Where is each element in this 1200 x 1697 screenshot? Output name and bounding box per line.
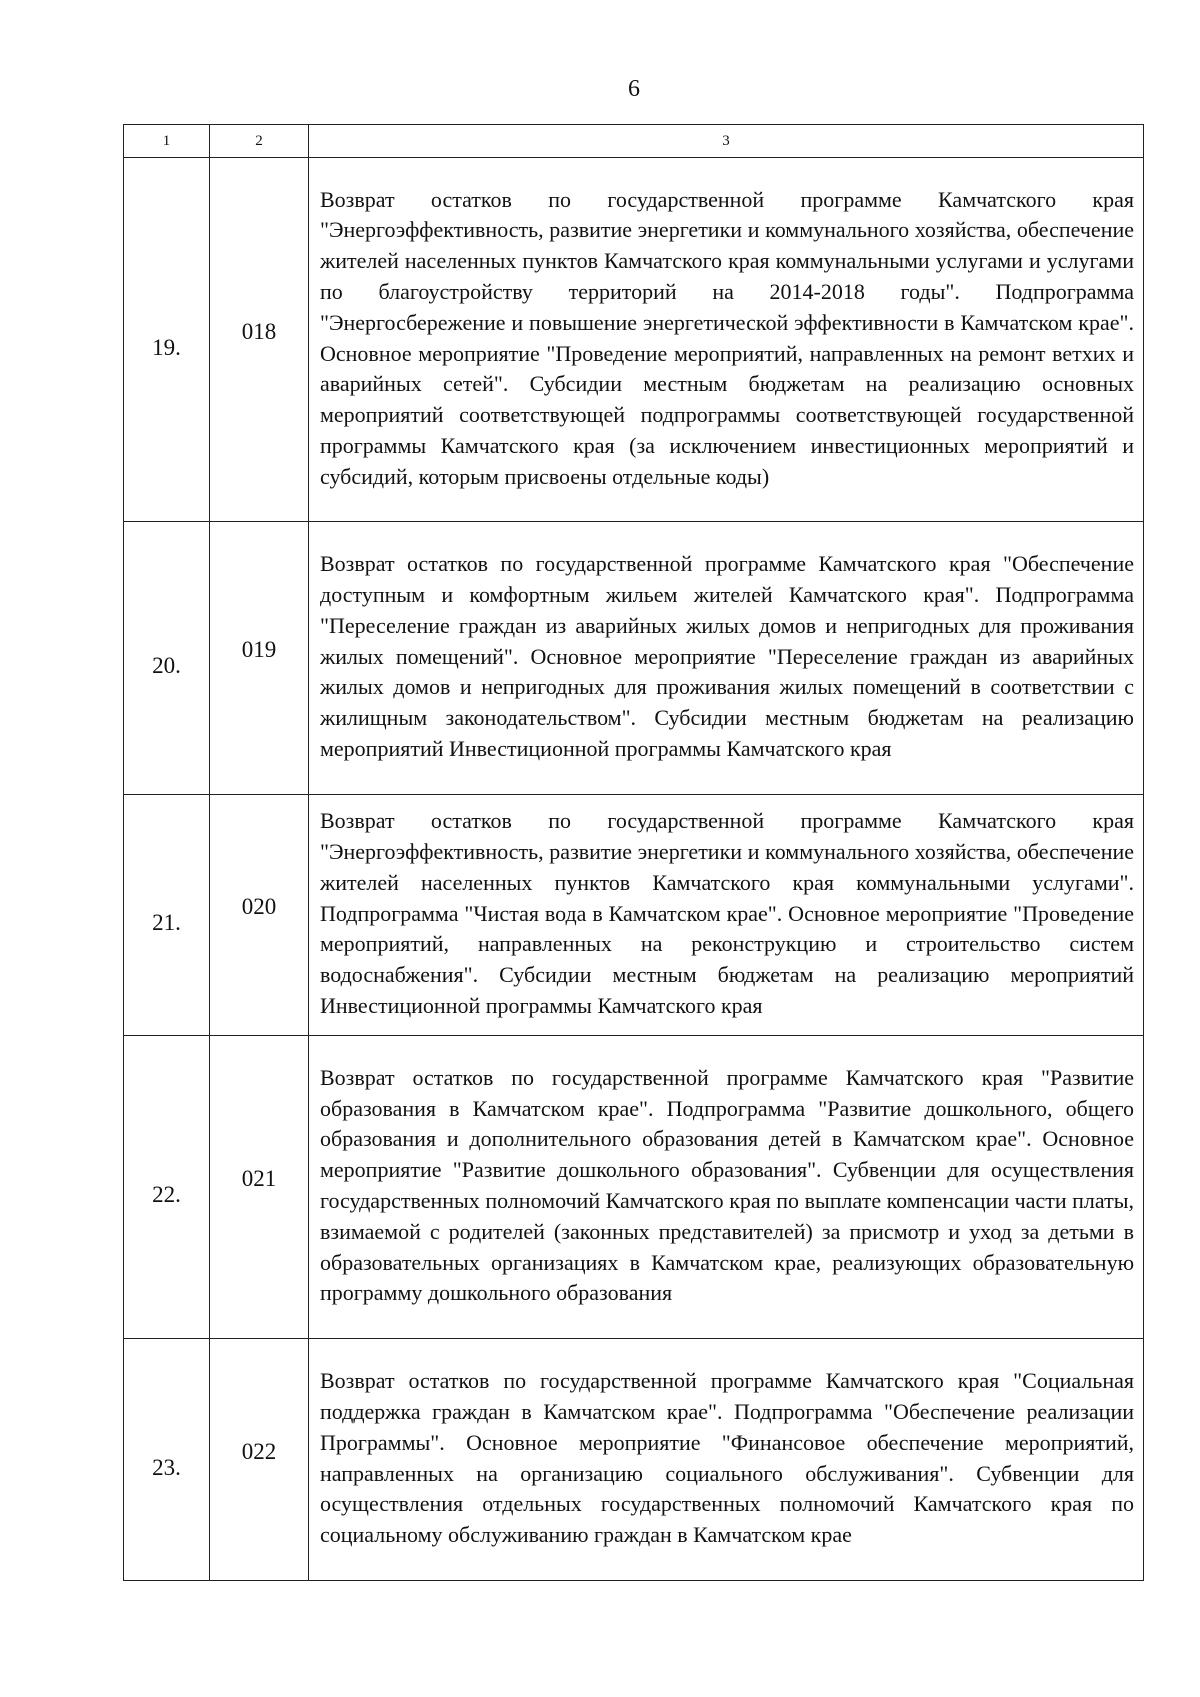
row-code-cell [210,1339,309,1581]
row-description: Возврат остатков по государственной программе Камчатского края "Развитие образования в Камчатском крае". Подпрограмма "Развитие дошкольного, общего образования и дополнительного образования детей в Камчатском крае". Основное мероприятие "Развитие дошкольного образования". Субвенции для осуществления государственных полномочий Камчатского края по выплате компенсации части платы, взимаемой с родителей (законных представителей) за присмотр и уход за детьми в образовательных организациях в Камчатском крае, реализующих образовательную программу дошкольного образования [309,1036,1144,1339]
header-cell-1: 1 [124,125,210,158]
row-code: 022 [241,1438,277,1464]
row-number-cell [124,158,210,522]
row-description: Возврат остатков по государственной программе Камчатского края "Энергоэффективность, развитие энергетики и коммунального хозяйства, обеспечение жителей населенных пунктов Камчатского края коммунальными услугами". Подпрограмма "Чистая вода в Камчатском крае". Основное мероприятие "Проведение мероприятий, направленных на реконструкцию и строительство систем водоснабжения". Субсидии местным бюджетам на реализацию мероприятий Инвестиционной программы Камчатского края [309,795,1144,1036]
budget-codes-table [123,124,1144,1581]
header-cell-3: 3 [309,125,1144,158]
row-description: Возврат остатков по государственной программе Камчатского края "Социальная поддержка граждан в Камчатском крае". Подпрограмма "Обеспечение реализации Программы". Основное мероприятие "Финансовое обеспечение мероприятий, направленных на организацию социального обслуживания". Субвенции для осуществления отдельных государственных полномочий Камчатского края по социальному обслуживанию граждан в Камчатском крае [309,1339,1144,1581]
row-code-cell [210,158,309,522]
table-row [124,1036,1144,1339]
row-description: Возврат остатков по государственной программе Камчатского края "Энергоэффективность, развитие энергетики и коммунального хозяйства, обеспечение жителей населенных пунктов Камчатского края коммунальными услугами и услугами по благоустройству территорий на 2014-2018 годы". Подпрограмма "Энергосбережение и повышение энергетической эффективности в Камчатском крае". Основное мероприятие "Проведение мероприятий, направленных на ремонт ветхих и аварийных сетей". Субсидии местным бюджетам на реализацию основных мероприятий соответствующей подпрограммы соответствующей государственной программы Камчатского края (за исключением инвестиционных мероприятий и субсидий, которым присвоены отдельные коды) [309,158,1144,522]
row-code-cell [210,522,309,795]
table-row [124,1339,1144,1581]
row-code: 020 [241,894,277,919]
row-number-cell [124,522,210,795]
row-code: 019 [241,637,277,662]
row-number: 20. [152,653,181,678]
row-description: Возврат остатков по государственной программе Камчатского края "Обеспечение доступным и комфортным жильем жителей Камчатского края". Подпрограмма "Переселение граждан из аварийных жилых домов и непригодных для проживания жилых помещений". Основное мероприятие "Переселение граждан из аварийных жилых домов и непригодных для проживания жилых помещений в соответствии с жилищным законодательством". Субсидии местным бюджетам на реализацию мероприятий Инвестиционной программы Камчатского края [309,522,1144,795]
row-number-cell [124,1339,210,1581]
row-code: 018 [241,318,277,344]
row-number-cell [124,1036,210,1339]
row-code-cell [210,795,309,1036]
row-number: 21. [152,910,181,935]
table-row [124,795,1144,1036]
table-row [124,522,1144,795]
row-number: 19. [152,334,181,360]
row-code: 021 [241,1166,277,1191]
row-code-cell [210,1036,309,1339]
row-number-cell [124,795,210,1036]
row-number: 22. [152,1182,181,1207]
table-row [124,158,1144,522]
table-header-row [124,125,1144,158]
row-number: 23. [152,1454,181,1480]
header-cell-2: 2 [210,125,309,158]
page-number: 6 [628,76,640,102]
